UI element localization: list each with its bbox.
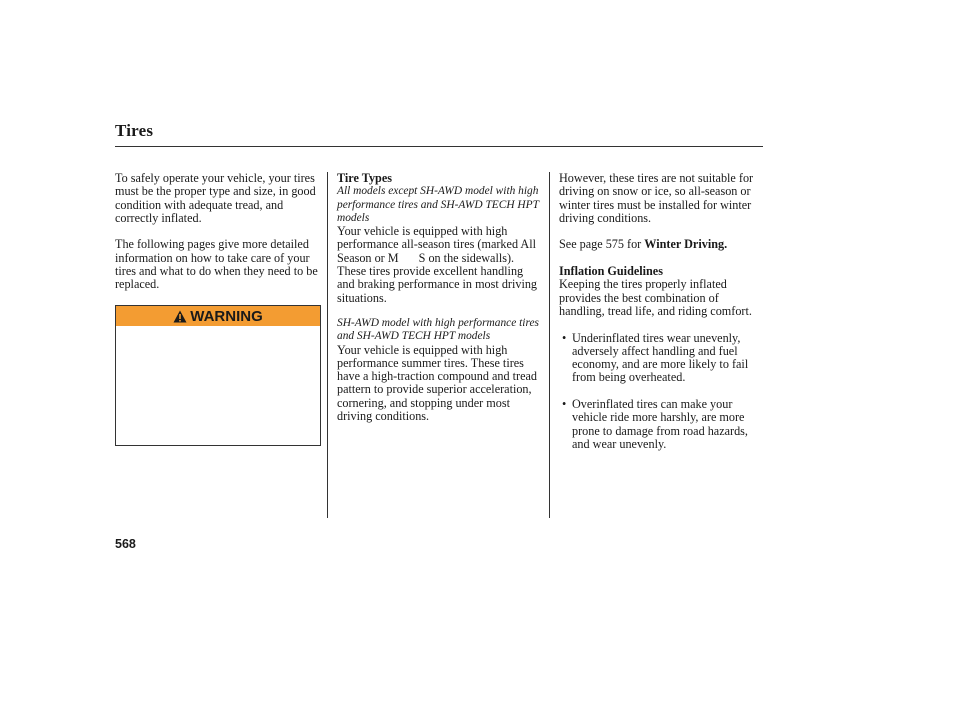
warning-bar (116, 306, 320, 326)
all-season-paragraph (337, 225, 542, 305)
column-1 (115, 172, 320, 292)
column-divider-2 (549, 172, 550, 518)
warning-label: WARNING (190, 307, 263, 325)
info-paragraph: The following pages give more detailed information on how to take care of your tires and what to do when they need to be replaced. (115, 237, 318, 292)
see-page-reference (559, 238, 764, 251)
inflation-bullets (559, 332, 764, 452)
title-rule (115, 146, 763, 147)
inflation-paragraph: Keeping the tires properly inflated provides the best combination of handling, tread life, and riding comfort. (559, 277, 752, 318)
page-number: 568 (115, 537, 136, 551)
column-3 (559, 172, 764, 451)
model-note-1: All models except SH-AWD model with high performance tires and SH-AWD TECH HPT models (337, 185, 539, 224)
list-item: • Underinflated tires wear unevenly, adversely affect handling and fuel economy, and are more likely to fail from being overheated. (559, 332, 764, 385)
intro-paragraph: To safely operate your vehicle, your tires must be the proper type and size, in good condition with adequate tread, and correctly inflated. (115, 171, 316, 225)
model-note-2: SH-AWD model with high performance tires and SH-AWD TECH HPT models (337, 316, 539, 343)
all-season-text-b: S on the sidewalls). These tires provide excellent handling and braking performance in most driving situations. (337, 250, 538, 305)
winter-note-paragraph: However, these tires are not suitable for driving on snow or ice, so all-season or winter tires must be installed for winter driving conditions. (559, 171, 754, 225)
see-page-prefix: See page 575 for (559, 237, 645, 252)
tire-types-heading: Tire Types (337, 171, 392, 185)
inflation-heading: Inflation Guidelines (559, 264, 663, 279)
column-divider-1 (327, 172, 328, 518)
all-season-text-a: Your vehicle is equipped with high performance all-season tires (marked All Season or M (337, 224, 536, 265)
page-title: Tires (115, 121, 154, 140)
list-item: • Overinflated tires can make your vehicle ride more harshly, are more prone to damage from road hazards, and wear unevenly. (559, 398, 764, 451)
winter-driving-link[interactable]: Winter Driving. (644, 237, 728, 252)
column-2 (337, 172, 542, 423)
warning-box (115, 305, 321, 446)
summer-tires-paragraph: Your vehicle is equipped with high performance summer tires. These tires have a high-traction compound and tread pattern to provide superior acceleration, cornering, and stopping under most driving conditions. (337, 342, 538, 424)
warning-triangle-icon (173, 310, 187, 323)
